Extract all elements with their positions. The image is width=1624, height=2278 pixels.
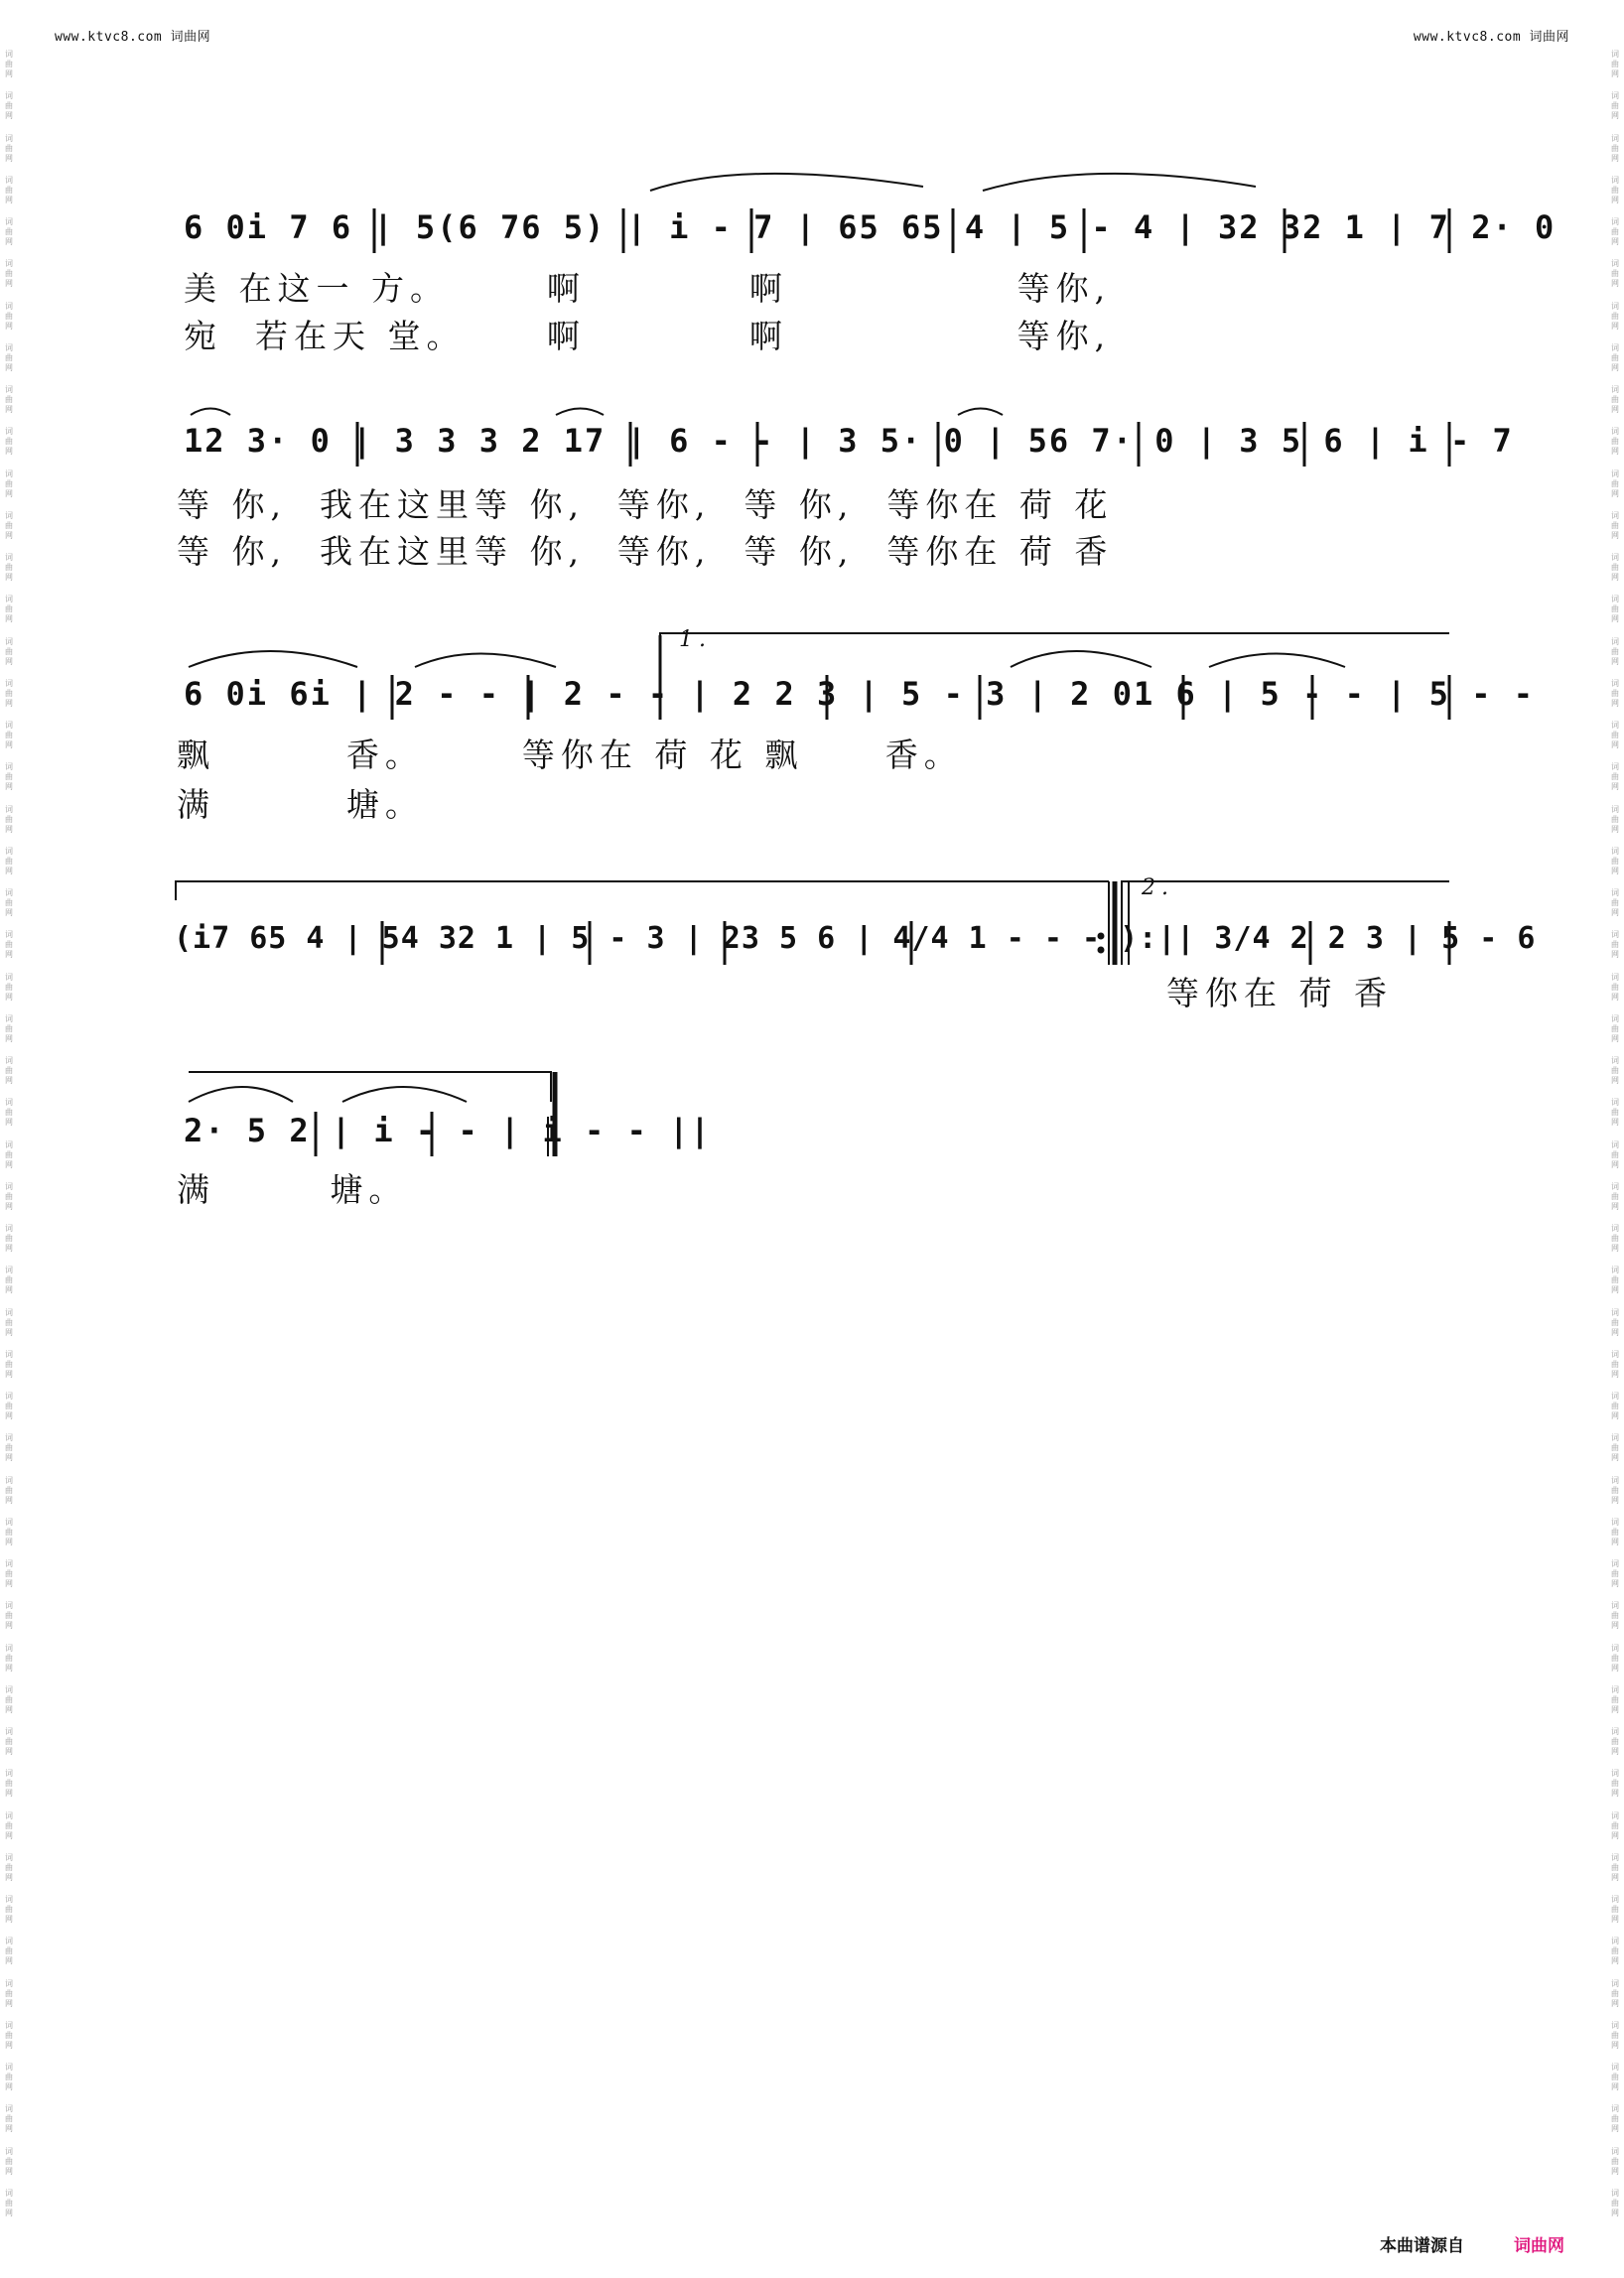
watermark-text: 词曲网 bbox=[1611, 1181, 1619, 1211]
watermark-text: 词曲网 bbox=[5, 888, 13, 917]
watermark-text: 词曲网 bbox=[5, 1810, 13, 1840]
watermark-text: 词曲网 bbox=[5, 1978, 13, 2008]
watermark-text: 词曲网 bbox=[5, 50, 13, 78]
watermark-text: 词曲网 bbox=[5, 427, 13, 457]
notation-line: 6 0i 6i | 2 - - | 2 - - | 2 2 3 | 5 - 3 | 2 01 6 | 5 - - | 5 - - bbox=[184, 675, 1535, 713]
lyrics-verse-2: 等 你, 我在这里等 你, 等你, 等 你, 等你在 荷 香 bbox=[177, 532, 1114, 571]
watermark-text: 词曲网 bbox=[5, 2188, 13, 2217]
watermark-text: 词曲网 bbox=[1611, 1769, 1619, 1799]
watermark-text: 词曲网 bbox=[5, 1852, 13, 1882]
watermark-text: 词曲网 bbox=[5, 1266, 13, 1295]
volta-2-label: 2. bbox=[1142, 875, 1174, 900]
watermark-text: 词曲网 bbox=[1611, 1601, 1619, 1631]
watermark-text: 词曲网 bbox=[5, 553, 13, 582]
watermark-text: 词曲网 bbox=[1611, 510, 1619, 540]
watermark-text: 词曲网 bbox=[5, 1937, 13, 1966]
lyrics-verse-2: 满 塘。 bbox=[177, 785, 424, 824]
watermark-text: 词曲网 bbox=[1611, 804, 1619, 834]
watermark-text: 词曲网 bbox=[1611, 721, 1619, 749]
lyrics-verse-1: 满 塘。 bbox=[177, 1170, 408, 1209]
watermark-text: 词曲网 bbox=[5, 1727, 13, 1756]
watermark-text: 词曲网 bbox=[5, 469, 13, 498]
watermark-text: 词曲网 bbox=[5, 636, 13, 666]
watermark-text: 词曲网 bbox=[5, 133, 13, 163]
watermark-text: 词曲网 bbox=[5, 1559, 13, 1588]
watermark-text: 词曲网 bbox=[1611, 1392, 1619, 1420]
watermark-text: 词曲网 bbox=[1611, 1475, 1619, 1505]
watermark-text: 词曲网 bbox=[1611, 342, 1619, 372]
watermark-text: 词曲网 bbox=[5, 762, 13, 792]
watermark-text: 词曲网 bbox=[1611, 1098, 1619, 1128]
watermark-text: 词曲网 bbox=[1611, 972, 1619, 1002]
watermark-text: 词曲网 bbox=[1611, 1852, 1619, 1882]
watermark-text: 词曲网 bbox=[5, 1601, 13, 1631]
notation-line: (i7 65 4 | 54 32 1 | 5 - 3 | 23 5 6 | 4/4 1 - - - ):|| 3/4 2 2 3 | 5 - 6 bbox=[174, 921, 1537, 956]
notation-line: 2· 5 2 | i - - | i - - || bbox=[184, 1112, 712, 1149]
watermark-text: 词曲网 bbox=[1611, 1727, 1619, 1756]
watermark-text: 词曲网 bbox=[5, 1643, 13, 1673]
watermark-text: 词曲网 bbox=[1611, 1056, 1619, 1085]
watermark-text: 词曲网 bbox=[1611, 1139, 1619, 1169]
watermark-text: 词曲网 bbox=[1611, 2146, 1619, 2176]
watermark-text: 词曲网 bbox=[1611, 678, 1619, 708]
watermark-text: 词曲网 bbox=[1611, 636, 1619, 666]
watermark-text: 词曲网 bbox=[5, 2104, 13, 2134]
watermark-text: 词曲网 bbox=[5, 930, 13, 960]
footer-brand-link[interactable]: 词曲网 bbox=[1514, 2236, 1564, 2256]
watermark-text: 词曲网 bbox=[5, 1517, 13, 1546]
notation-line: 6 0i 7 6 | 5(6 76 5) | i - 7 | 65 65 4 | 5 - 4 | 32 32 1 | 7 2· 0 bbox=[184, 208, 1556, 246]
watermark-text: 词曲网 bbox=[5, 972, 13, 1002]
watermark-text: 词曲网 bbox=[1611, 2188, 1619, 2217]
watermark-text: 词曲网 bbox=[5, 1307, 13, 1337]
header-left-site: www.ktvc8.com 词曲网 bbox=[55, 30, 211, 45]
header-right-site: www.ktvc8.com 词曲网 bbox=[1413, 30, 1569, 45]
watermark-text: 词曲网 bbox=[5, 1433, 13, 1463]
watermark-text: 词曲网 bbox=[1611, 2104, 1619, 2134]
watermark-text: 词曲网 bbox=[1611, 1349, 1619, 1379]
watermark-text: 词曲网 bbox=[5, 1224, 13, 1253]
watermark-text: 词曲网 bbox=[1611, 1684, 1619, 1714]
watermark-text: 词曲网 bbox=[5, 342, 13, 372]
watermark-text: 词曲网 bbox=[1611, 846, 1619, 875]
watermark-text: 词曲网 bbox=[1611, 259, 1619, 289]
watermark-text: 词曲网 bbox=[5, 2020, 13, 2050]
watermark-text: 词曲网 bbox=[5, 1013, 13, 1043]
watermark-text: 词曲网 bbox=[5, 510, 13, 540]
watermark-text: 词曲网 bbox=[1611, 1517, 1619, 1546]
watermark-text: 词曲网 bbox=[5, 2146, 13, 2176]
watermark-text: 词曲网 bbox=[5, 721, 13, 749]
watermark-text: 词曲网 bbox=[5, 595, 13, 624]
watermark-text: 词曲网 bbox=[5, 175, 13, 204]
lyrics-verse-1: 等你在 荷 香 bbox=[1166, 974, 1393, 1012]
watermark-text: 词曲网 bbox=[5, 385, 13, 414]
lyrics-verse-1: 飘 香。 等你在 荷 花 飘 香。 bbox=[177, 736, 963, 774]
watermark-text: 词曲网 bbox=[5, 1769, 13, 1799]
watermark-text: 词曲网 bbox=[1611, 1978, 1619, 2008]
watermark-text: 词曲网 bbox=[5, 1181, 13, 1211]
watermark-text: 词曲网 bbox=[1611, 1643, 1619, 1673]
watermark-text: 词曲网 bbox=[1611, 1937, 1619, 1966]
watermark-text: 词曲网 bbox=[5, 1684, 13, 1714]
watermark-text: 词曲网 bbox=[5, 217, 13, 246]
watermark-text: 词曲网 bbox=[1611, 301, 1619, 331]
watermark-text: 词曲网 bbox=[5, 301, 13, 331]
watermark-text: 词曲网 bbox=[1611, 2063, 1619, 2091]
watermark-text: 词曲网 bbox=[5, 1098, 13, 1128]
watermark-text: 词曲网 bbox=[1611, 930, 1619, 960]
watermark-text: 词曲网 bbox=[5, 91, 13, 121]
watermark-text: 词曲网 bbox=[1611, 762, 1619, 792]
lyrics-verse-1: 等 你, 我在这里等 你, 等你, 等 你, 等你在 荷 花 bbox=[177, 485, 1114, 524]
watermark-text: 词曲网 bbox=[5, 2063, 13, 2091]
volta-1-label: 1. bbox=[679, 627, 712, 652]
watermark-text: 词曲网 bbox=[1611, 1224, 1619, 1253]
watermark-text: 词曲网 bbox=[5, 1895, 13, 1924]
watermark-text: 词曲网 bbox=[1611, 1433, 1619, 1463]
watermark-text: 词曲网 bbox=[1611, 1013, 1619, 1043]
watermark-text: 词曲网 bbox=[1611, 595, 1619, 624]
watermark-text: 词曲网 bbox=[5, 804, 13, 834]
watermark-text: 词曲网 bbox=[5, 1056, 13, 1085]
watermark-text: 词曲网 bbox=[1611, 1810, 1619, 1840]
watermark-text: 词曲网 bbox=[1611, 133, 1619, 163]
watermark-text: 词曲网 bbox=[5, 846, 13, 875]
watermark-text: 词曲网 bbox=[5, 1475, 13, 1505]
watermark-text: 词曲网 bbox=[5, 1349, 13, 1379]
footer-source bbox=[1380, 2231, 1564, 2256]
watermark-text: 词曲网 bbox=[5, 1392, 13, 1420]
watermark-text: 词曲网 bbox=[1611, 175, 1619, 204]
watermark-text: 词曲网 bbox=[5, 259, 13, 289]
watermark-text: 词曲网 bbox=[1611, 2020, 1619, 2050]
lyrics-verse-2: 宛 若在天 堂。 啊 啊 等你, bbox=[184, 317, 1112, 355]
notation-line: 12 3· 0 | 3 3 3 2 17 | 6 - - | 3 5· 0 | 56 7· 0 | 3 5 6 | i - 7 bbox=[184, 422, 1514, 460]
watermark-text: 词曲网 bbox=[1611, 427, 1619, 457]
watermark-text: 词曲网 bbox=[5, 1139, 13, 1169]
watermark-text: 词曲网 bbox=[1611, 50, 1619, 78]
watermark-text: 词曲网 bbox=[5, 678, 13, 708]
watermark-text: 词曲网 bbox=[1611, 888, 1619, 917]
footer-label: 本曲谱源自 bbox=[1380, 2236, 1464, 2256]
watermark-text: 词曲网 bbox=[1611, 1266, 1619, 1295]
lyrics-verse-1: 美 在这一 方。 啊 啊 等你, bbox=[184, 269, 1112, 308]
watermark-text: 词曲网 bbox=[1611, 385, 1619, 414]
watermark-text: 词曲网 bbox=[1611, 469, 1619, 498]
watermark-text: 词曲网 bbox=[1611, 1307, 1619, 1337]
watermark-text: 词曲网 bbox=[1611, 1895, 1619, 1924]
watermark-text: 词曲网 bbox=[1611, 553, 1619, 582]
watermark-text: 词曲网 bbox=[1611, 1559, 1619, 1588]
watermark-text: 词曲网 bbox=[1611, 217, 1619, 246]
watermark-text: 词曲网 bbox=[1611, 91, 1619, 121]
